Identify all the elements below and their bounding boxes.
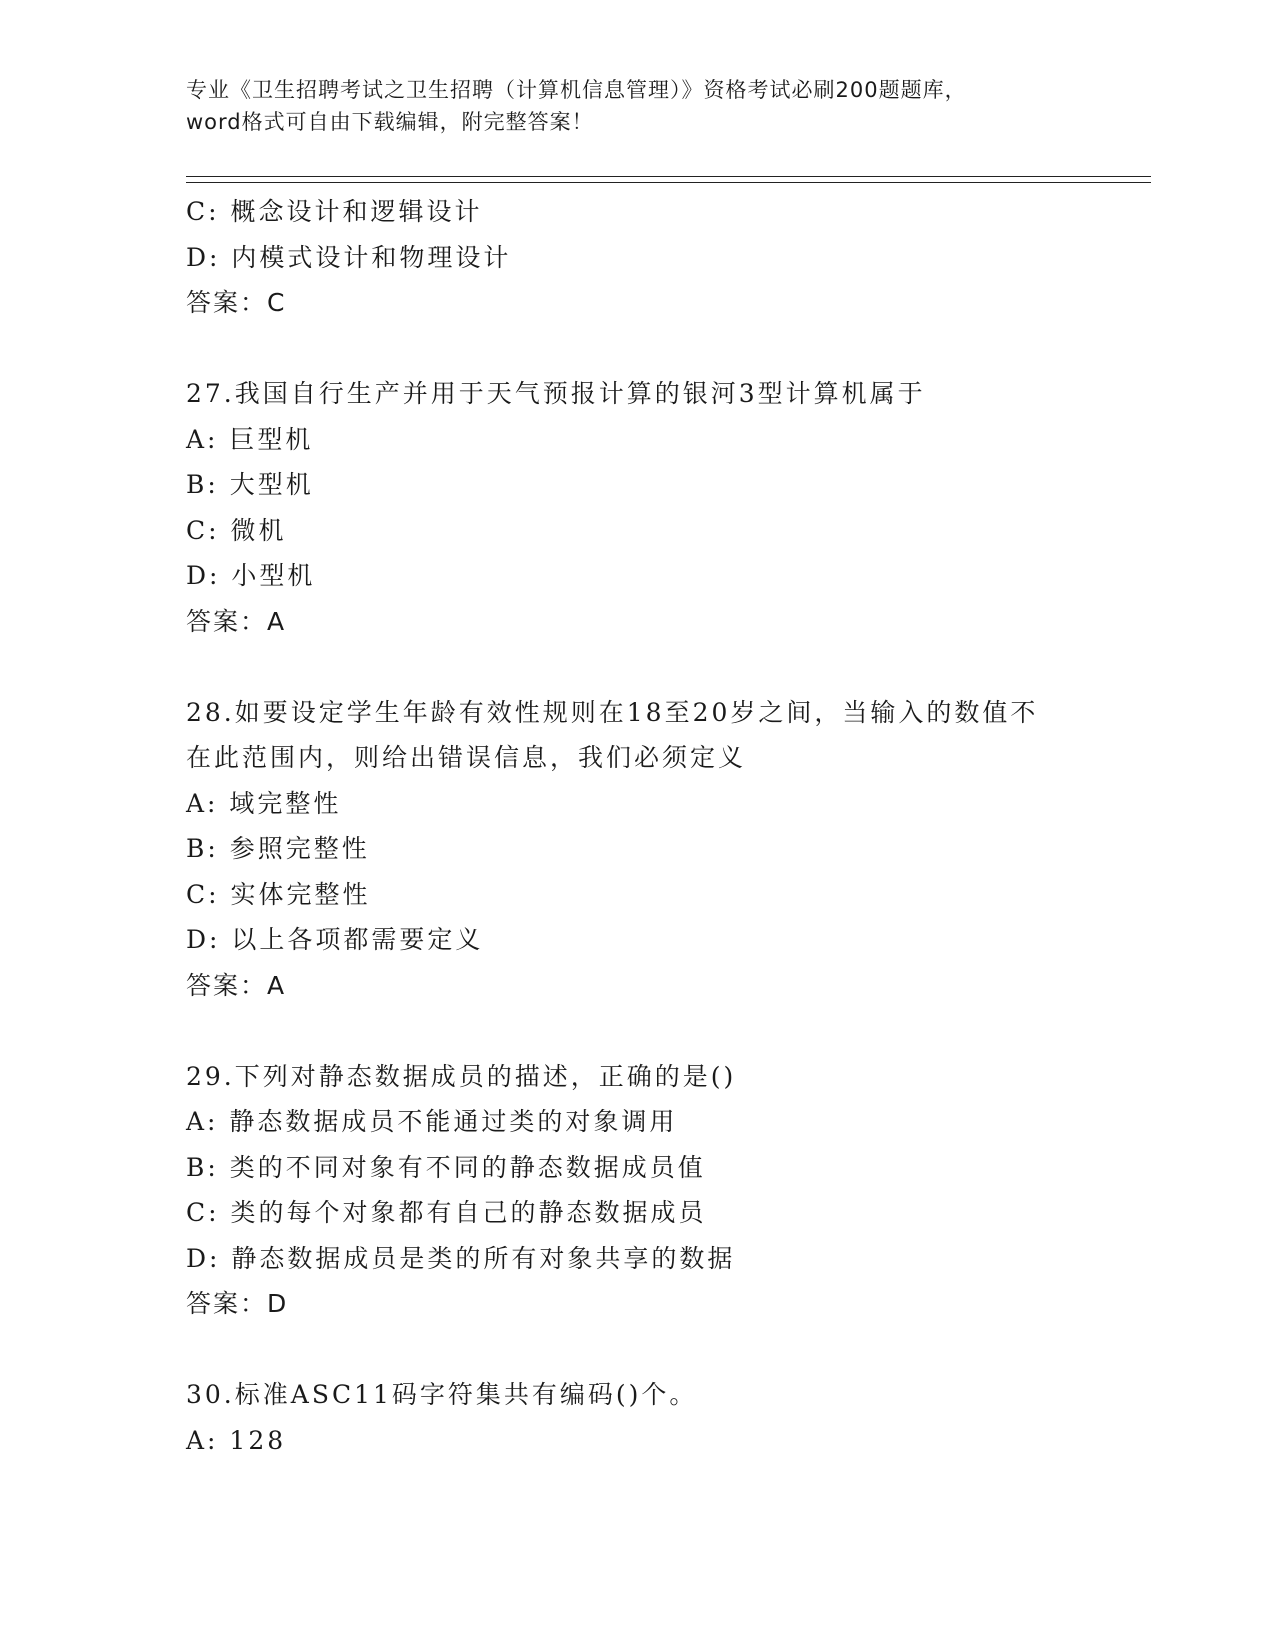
option-a: A: 128 [186, 1425, 287, 1455]
answer-label: 答案：D [186, 1289, 289, 1318]
question-list [186, 189, 1086, 1463]
document-header [186, 74, 1086, 138]
option-c: C: 微机 [186, 515, 287, 545]
answer-label: 答案：C [186, 288, 287, 317]
question-title-line-1: 28.如要设定学生年龄有效性规则在18至20岁之间，当输入的数值不 [186, 697, 1039, 727]
answer-label: 答案：A [186, 970, 287, 1000]
option-d: D: 内模式设计和物理设计 [186, 242, 512, 272]
option-a: A: 域完整性 [186, 788, 342, 818]
option-d: D: 以上各项都需要定义 [186, 925, 484, 954]
question-title: 30.标准ASC11码字符集共有编码()个。 [186, 1380, 698, 1409]
option-c: C: 概念设计和逻辑设计 [186, 197, 483, 226]
option-a: A: 静态数据成员不能通过类的对象调用 [186, 1107, 678, 1136]
header-divider [186, 176, 1151, 183]
option-c: C: 实体完整性 [186, 879, 371, 909]
option-b: B: 大型机 [186, 470, 314, 499]
header-line-2: word格式可自由下载编辑，附完整答案！ [186, 110, 594, 134]
question-title: 29.下列对静态数据成员的描述，正确的是() [186, 1061, 737, 1091]
question-title-line-2: 在此范围内，则给出错误信息，我们必须定义 [186, 743, 747, 772]
option-d: D: 小型机 [186, 561, 316, 590]
question-title: 27.我国自行生产并用于天气预报计算的银河3型计算机属于 [186, 379, 926, 408]
option-c: C: 类的每个对象都有自己的静态数据成员 [186, 1198, 707, 1227]
option-b: B: 参照完整性 [186, 834, 370, 863]
option-a: A: 巨型机 [186, 424, 314, 454]
option-d: D: 静态数据成员是类的所有对象共享的数据 [186, 1243, 736, 1273]
option-b: B: 类的不同对象有不同的静态数据成员值 [186, 1152, 706, 1182]
answer-label: 答案：A [186, 606, 287, 636]
header-line-1: 专业《卫生招聘考试之卫生招聘（计算机信息管理）》资格考试必刷200题题库， [186, 78, 967, 102]
